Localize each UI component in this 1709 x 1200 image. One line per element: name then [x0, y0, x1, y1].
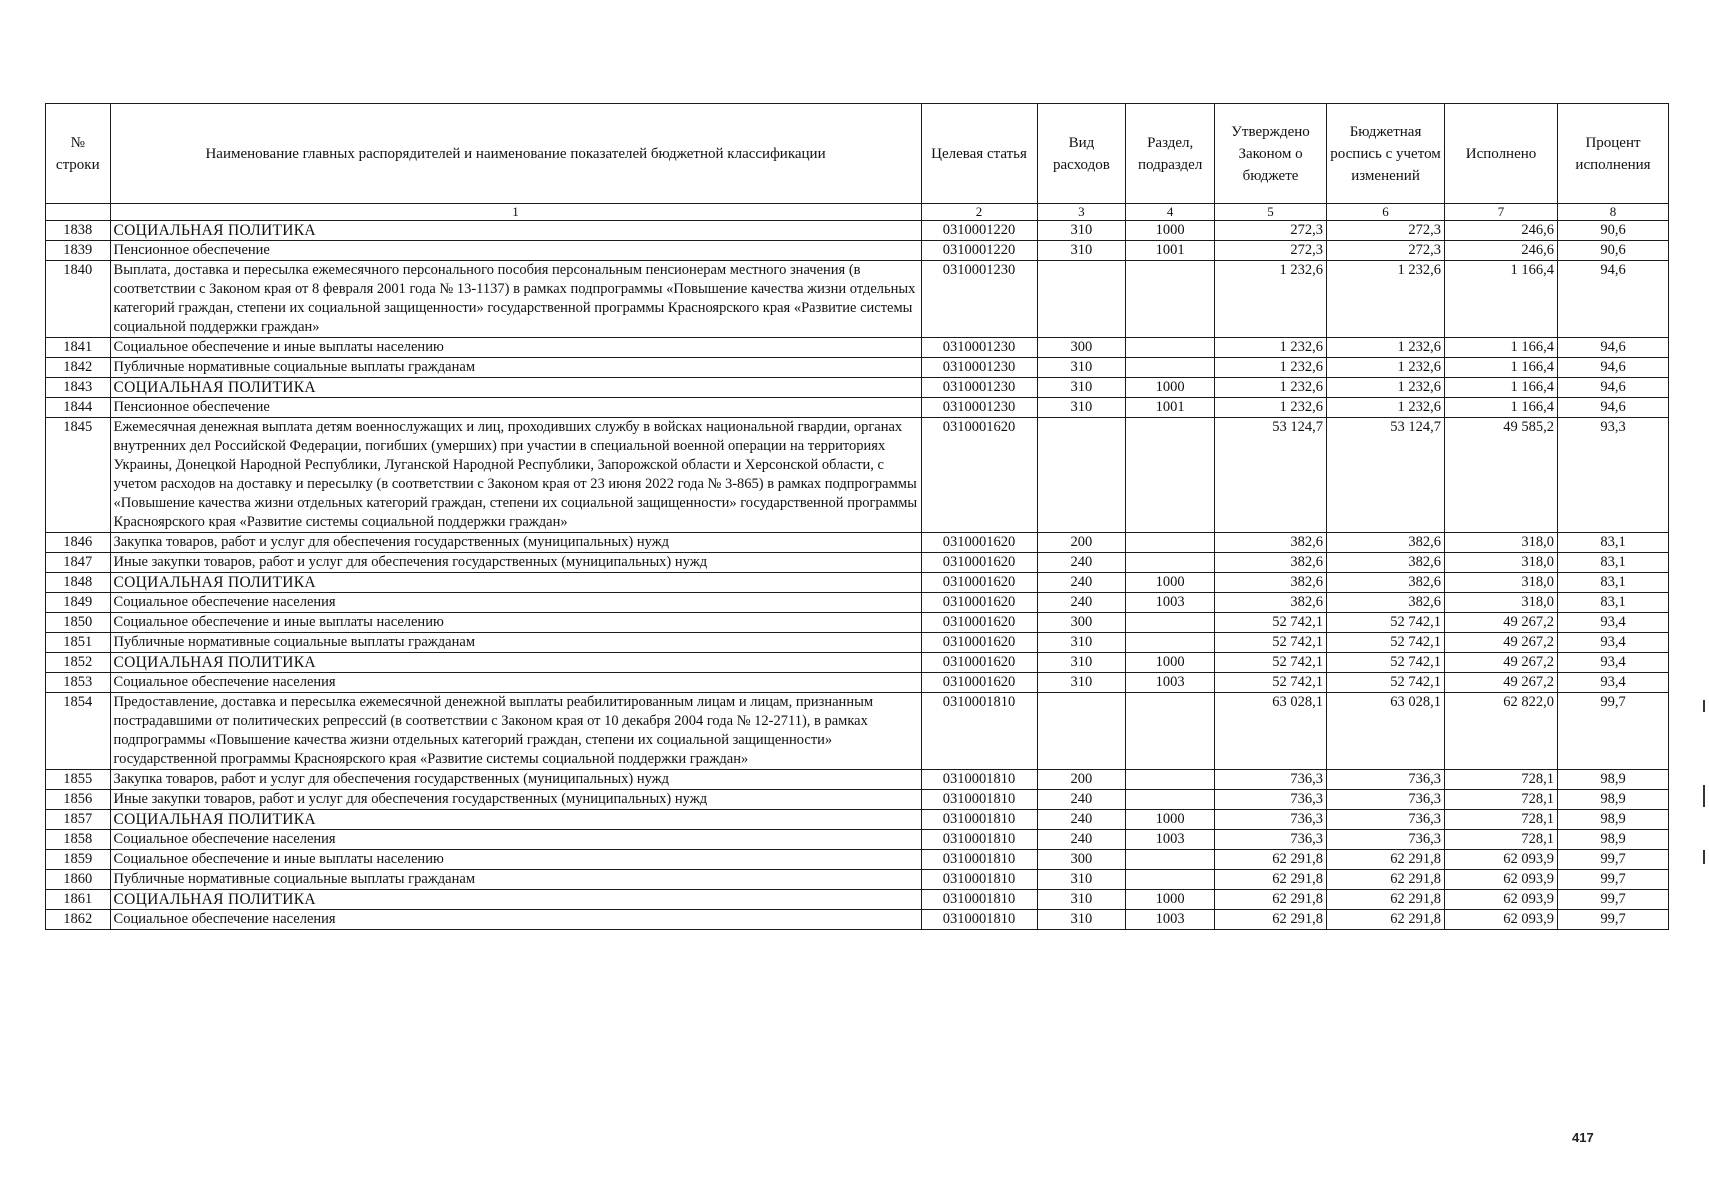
schedule-amount-cell: 62 291,8 — [1327, 890, 1445, 910]
section-cell — [1126, 870, 1215, 890]
row-number-cell: 1859 — [46, 850, 111, 870]
row-name-cell: Социальное обеспечение и иные выплаты населению — [110, 338, 921, 358]
expense-kind-cell: 200 — [1037, 533, 1126, 553]
percent-cell: 93,4 — [1558, 633, 1669, 653]
section-cell — [1126, 261, 1215, 338]
row-name-cell: СОЦИАЛЬНАЯ ПОЛИТИКА — [110, 221, 921, 241]
approved-amount-cell: 736,3 — [1215, 830, 1327, 850]
page-number: 417 — [1572, 1130, 1594, 1145]
approved-amount-cell: 53 124,7 — [1215, 418, 1327, 533]
table-row — [46, 261, 1669, 338]
header-schedule: Бюджетная роспись с учетом изменений — [1327, 104, 1445, 204]
row-number-cell: 1839 — [46, 241, 111, 261]
header-row-number: № строки — [46, 104, 111, 204]
row-name-cell: СОЦИАЛЬНАЯ ПОЛИТИКА — [110, 810, 921, 830]
schedule-amount-cell: 1 232,6 — [1327, 338, 1445, 358]
percent-cell: 93,3 — [1558, 418, 1669, 533]
schedule-amount-cell: 1 232,6 — [1327, 378, 1445, 398]
section-cell: 1003 — [1126, 593, 1215, 613]
row-number-cell: 1843 — [46, 378, 111, 398]
section-cell: 1001 — [1126, 241, 1215, 261]
header-section: Раздел, подраздел — [1126, 104, 1215, 204]
table-row — [46, 338, 1669, 358]
executed-amount-cell: 49 267,2 — [1445, 613, 1558, 633]
row-number-cell: 1847 — [46, 553, 111, 573]
executed-amount-cell: 728,1 — [1445, 810, 1558, 830]
section-cell: 1000 — [1126, 890, 1215, 910]
percent-cell: 99,7 — [1558, 693, 1669, 770]
expense-kind-cell — [1037, 693, 1126, 770]
expense-kind-cell: 300 — [1037, 338, 1126, 358]
approved-amount-cell: 382,6 — [1215, 553, 1327, 573]
section-cell — [1126, 533, 1215, 553]
column-number — [46, 204, 111, 221]
expense-kind-cell: 300 — [1037, 850, 1126, 870]
expense-kind-cell: 310 — [1037, 910, 1126, 930]
approved-amount-cell: 62 291,8 — [1215, 910, 1327, 930]
executed-amount-cell: 246,6 — [1445, 221, 1558, 241]
target-article-cell: 0310001810 — [921, 693, 1037, 770]
target-article-cell: 0310001230 — [921, 261, 1037, 338]
row-number-cell: 1849 — [46, 593, 111, 613]
executed-amount-cell: 1 166,4 — [1445, 398, 1558, 418]
schedule-amount-cell: 62 291,8 — [1327, 870, 1445, 890]
target-article-cell: 0310001620 — [921, 593, 1037, 613]
scan-margin-mark — [1703, 700, 1705, 712]
table-row — [46, 910, 1669, 930]
target-article-cell: 0310001810 — [921, 830, 1037, 850]
row-number-cell: 1861 — [46, 890, 111, 910]
row-name-cell: Социальное обеспечение и иные выплаты населению — [110, 613, 921, 633]
expense-kind-cell: 300 — [1037, 613, 1126, 633]
percent-cell: 83,1 — [1558, 593, 1669, 613]
executed-amount-cell: 1 166,4 — [1445, 378, 1558, 398]
row-name-cell: Иные закупки товаров, работ и услуг для обеспечения государственных (муниципальных) нужд — [110, 553, 921, 573]
table-row — [46, 221, 1669, 241]
table-row — [46, 810, 1669, 830]
approved-amount-cell: 1 232,6 — [1215, 378, 1327, 398]
expense-kind-cell: 310 — [1037, 358, 1126, 378]
target-article-cell: 0310001810 — [921, 890, 1037, 910]
percent-cell: 98,9 — [1558, 770, 1669, 790]
row-number-cell: 1862 — [46, 910, 111, 930]
approved-amount-cell: 1 232,6 — [1215, 358, 1327, 378]
target-article-cell: 0310001620 — [921, 533, 1037, 553]
schedule-amount-cell: 52 742,1 — [1327, 613, 1445, 633]
expense-kind-cell: 310 — [1037, 241, 1126, 261]
header-target-article: Целевая статья — [921, 104, 1037, 204]
approved-amount-cell: 52 742,1 — [1215, 673, 1327, 693]
schedule-amount-cell: 736,3 — [1327, 830, 1445, 850]
table-row — [46, 378, 1669, 398]
approved-amount-cell: 272,3 — [1215, 241, 1327, 261]
percent-cell: 90,6 — [1558, 221, 1669, 241]
row-name-cell: Пенсионное обеспечение — [110, 398, 921, 418]
expense-kind-cell: 310 — [1037, 378, 1126, 398]
executed-amount-cell: 1 166,4 — [1445, 338, 1558, 358]
expense-kind-cell: 310 — [1037, 890, 1126, 910]
target-article-cell: 0310001810 — [921, 770, 1037, 790]
table-row — [46, 613, 1669, 633]
target-article-cell: 0310001810 — [921, 870, 1037, 890]
executed-amount-cell: 62 093,9 — [1445, 910, 1558, 930]
percent-cell: 99,7 — [1558, 850, 1669, 870]
executed-amount-cell: 49 267,2 — [1445, 653, 1558, 673]
schedule-amount-cell: 52 742,1 — [1327, 633, 1445, 653]
expense-kind-cell: 240 — [1037, 790, 1126, 810]
table-row — [46, 358, 1669, 378]
table-row — [46, 573, 1669, 593]
row-name-cell: СОЦИАЛЬНАЯ ПОЛИТИКА — [110, 653, 921, 673]
executed-amount-cell: 318,0 — [1445, 573, 1558, 593]
expense-kind-cell: 240 — [1037, 593, 1126, 613]
budget-table — [45, 103, 1669, 930]
column-number: 8 — [1558, 204, 1669, 221]
target-article-cell: 0310001620 — [921, 613, 1037, 633]
schedule-amount-cell: 62 291,8 — [1327, 910, 1445, 930]
row-number-cell: 1857 — [46, 810, 111, 830]
percent-cell: 83,1 — [1558, 573, 1669, 593]
row-name-cell: Социальное обеспечение и иные выплаты населению — [110, 850, 921, 870]
table-row — [46, 593, 1669, 613]
executed-amount-cell: 1 166,4 — [1445, 261, 1558, 338]
table-row — [46, 790, 1669, 810]
table-row — [46, 241, 1669, 261]
percent-cell: 99,7 — [1558, 890, 1669, 910]
target-article-cell: 0310001220 — [921, 241, 1037, 261]
column-number: 4 — [1126, 204, 1215, 221]
section-cell: 1000 — [1126, 378, 1215, 398]
header-expense-kind: Вид расходов — [1037, 104, 1126, 204]
row-name-cell: Ежемесячная денежная выплата детям военнослужащих и лиц, проходивших службу в войсках национальной гвардии, органах внутренних дел Российской Федерации, погибших (умерших) при участии в специальной военной операции на территориях Украины, Донецкой Народной Республики, Луганской Народной Республики, Запорожской области и Херсонской области, с учетом расходов на доставку и пересылку (в соответствии с Законом края от 23 июня 2022 года № 3-865) в рамках подпрограммы «Повышение качества жизни отдельных категорий граждан, степени их социальной защищенности» государственной программы Красноярского края «Развитие системы социальной поддержки граждан» — [110, 418, 921, 533]
approved-amount-cell: 52 742,1 — [1215, 613, 1327, 633]
column-number: 2 — [921, 204, 1037, 221]
approved-amount-cell: 1 232,6 — [1215, 338, 1327, 358]
column-number: 7 — [1445, 204, 1558, 221]
percent-cell: 93,4 — [1558, 673, 1669, 693]
row-name-cell: Публичные нормативные социальные выплаты гражданам — [110, 358, 921, 378]
section-cell: 1000 — [1126, 810, 1215, 830]
percent-cell: 94,6 — [1558, 358, 1669, 378]
header-approved: Утверждено Законом о бюджете — [1215, 104, 1327, 204]
percent-cell: 94,6 — [1558, 338, 1669, 358]
approved-amount-cell: 736,3 — [1215, 770, 1327, 790]
row-number-cell: 1853 — [46, 673, 111, 693]
expense-kind-cell — [1037, 261, 1126, 338]
percent-cell: 98,9 — [1558, 830, 1669, 850]
section-cell — [1126, 790, 1215, 810]
row-name-cell: Закупка товаров, работ и услуг для обеспечения государственных (муниципальных) нужд — [110, 770, 921, 790]
table-row — [46, 830, 1669, 850]
target-article-cell: 0310001620 — [921, 418, 1037, 533]
column-number: 5 — [1215, 204, 1327, 221]
expense-kind-cell: 310 — [1037, 870, 1126, 890]
table-row — [46, 553, 1669, 573]
expense-kind-cell: 200 — [1037, 770, 1126, 790]
percent-cell: 83,1 — [1558, 553, 1669, 573]
target-article-cell: 0310001810 — [921, 850, 1037, 870]
section-cell — [1126, 633, 1215, 653]
executed-amount-cell: 728,1 — [1445, 830, 1558, 850]
table-row — [46, 890, 1669, 910]
percent-cell: 94,6 — [1558, 261, 1669, 338]
section-cell: 1000 — [1126, 221, 1215, 241]
header-name: Наименование главных распорядителей и наименование показателей бюджетной классификации — [110, 104, 921, 204]
executed-amount-cell: 49 267,2 — [1445, 633, 1558, 653]
executed-amount-cell: 728,1 — [1445, 790, 1558, 810]
percent-cell: 99,7 — [1558, 910, 1669, 930]
approved-amount-cell: 52 742,1 — [1215, 653, 1327, 673]
section-cell: 1000 — [1126, 573, 1215, 593]
column-number: 6 — [1327, 204, 1445, 221]
expense-kind-cell: 310 — [1037, 221, 1126, 241]
expense-kind-cell: 240 — [1037, 573, 1126, 593]
row-name-cell: Выплата, доставка и пересылка ежемесячного персонального пособия персональным пенсионерам местного значения (в соответствии с Законом края от 8 февраля 2001 года № 13-1137) в рамках подпрограммы «Повышение качества жизни отдельных категорий граждан, степени их социальной защищенности» государственной программы Красноярского края «Развитие системы социальной поддержки граждан» — [110, 261, 921, 338]
header-executed: Исполнено — [1445, 104, 1558, 204]
percent-cell: 93,4 — [1558, 613, 1669, 633]
approved-amount-cell: 382,6 — [1215, 573, 1327, 593]
row-name-cell: Публичные нормативные социальные выплаты гражданам — [110, 870, 921, 890]
executed-amount-cell: 1 166,4 — [1445, 358, 1558, 378]
table-row — [46, 653, 1669, 673]
percent-cell: 99,7 — [1558, 870, 1669, 890]
schedule-amount-cell: 736,3 — [1327, 770, 1445, 790]
row-number-cell: 1846 — [46, 533, 111, 553]
expense-kind-cell: 240 — [1037, 810, 1126, 830]
expense-kind-cell — [1037, 418, 1126, 533]
approved-amount-cell: 1 232,6 — [1215, 261, 1327, 338]
executed-amount-cell: 49 267,2 — [1445, 673, 1558, 693]
table-row — [46, 850, 1669, 870]
approved-amount-cell: 382,6 — [1215, 533, 1327, 553]
executed-amount-cell: 62 093,9 — [1445, 890, 1558, 910]
row-name-cell: Социальное обеспечение населения — [110, 673, 921, 693]
target-article-cell: 0310001620 — [921, 633, 1037, 653]
approved-amount-cell: 736,3 — [1215, 810, 1327, 830]
expense-kind-cell: 240 — [1037, 830, 1126, 850]
row-number-cell: 1850 — [46, 613, 111, 633]
header-percent: Процент исполнения — [1558, 104, 1669, 204]
target-article-cell: 0310001810 — [921, 810, 1037, 830]
executed-amount-cell: 49 585,2 — [1445, 418, 1558, 533]
table-row — [46, 633, 1669, 653]
row-name-cell: Предоставление, доставка и пересылка ежемесячной денежной выплаты реабилитированным лицам и лицам, признанным пострадавшими от политических репрессий (в соответствии с Законом края от 10 декабря 2004 года № 12-2711), в рамках подпрограммы «Повышение качества жизни отдельных категорий граждан, степени их социальной защищенности» государственной программы Красноярского края «Развитие системы социальной поддержки граждан» — [110, 693, 921, 770]
scan-margin-mark — [1703, 850, 1705, 864]
approved-amount-cell: 63 028,1 — [1215, 693, 1327, 770]
header-row — [46, 104, 1669, 204]
column-number-row — [46, 204, 1669, 221]
section-cell — [1126, 338, 1215, 358]
table-row — [46, 870, 1669, 890]
schedule-amount-cell: 53 124,7 — [1327, 418, 1445, 533]
schedule-amount-cell: 272,3 — [1327, 241, 1445, 261]
section-cell — [1126, 693, 1215, 770]
executed-amount-cell: 62 822,0 — [1445, 693, 1558, 770]
row-number-cell: 1854 — [46, 693, 111, 770]
row-number-cell: 1838 — [46, 221, 111, 241]
schedule-amount-cell: 1 232,6 — [1327, 398, 1445, 418]
section-cell — [1126, 418, 1215, 533]
section-cell — [1126, 770, 1215, 790]
target-article-cell: 0310001220 — [921, 221, 1037, 241]
row-name-cell: СОЦИАЛЬНАЯ ПОЛИТИКА — [110, 573, 921, 593]
approved-amount-cell: 62 291,8 — [1215, 850, 1327, 870]
target-article-cell: 0310001620 — [921, 573, 1037, 593]
row-name-cell: Публичные нормативные социальные выплаты гражданам — [110, 633, 921, 653]
row-number-cell: 1852 — [46, 653, 111, 673]
schedule-amount-cell: 63 028,1 — [1327, 693, 1445, 770]
row-number-cell: 1858 — [46, 830, 111, 850]
table-row — [46, 770, 1669, 790]
row-number-cell: 1844 — [46, 398, 111, 418]
row-name-cell: Социальное обеспечение населения — [110, 593, 921, 613]
expense-kind-cell: 310 — [1037, 398, 1126, 418]
expense-kind-cell: 310 — [1037, 673, 1126, 693]
approved-amount-cell: 272,3 — [1215, 221, 1327, 241]
approved-amount-cell: 382,6 — [1215, 593, 1327, 613]
percent-cell: 94,6 — [1558, 378, 1669, 398]
row-name-cell: СОЦИАЛЬНАЯ ПОЛИТИКА — [110, 378, 921, 398]
schedule-amount-cell: 1 232,6 — [1327, 358, 1445, 378]
schedule-amount-cell: 382,6 — [1327, 573, 1445, 593]
section-cell: 1000 — [1126, 653, 1215, 673]
schedule-amount-cell: 382,6 — [1327, 593, 1445, 613]
percent-cell: 90,6 — [1558, 241, 1669, 261]
row-name-cell: СОЦИАЛЬНАЯ ПОЛИТИКА — [110, 890, 921, 910]
row-name-cell: Пенсионное обеспечение — [110, 241, 921, 261]
executed-amount-cell: 318,0 — [1445, 533, 1558, 553]
target-article-cell: 0310001230 — [921, 358, 1037, 378]
table-body — [46, 221, 1669, 930]
row-number-cell: 1842 — [46, 358, 111, 378]
executed-amount-cell: 246,6 — [1445, 241, 1558, 261]
table-row — [46, 398, 1669, 418]
target-article-cell: 0310001620 — [921, 653, 1037, 673]
section-cell: 1003 — [1126, 830, 1215, 850]
row-number-cell: 1845 — [46, 418, 111, 533]
schedule-amount-cell: 272,3 — [1327, 221, 1445, 241]
section-cell — [1126, 850, 1215, 870]
approved-amount-cell: 736,3 — [1215, 790, 1327, 810]
section-cell — [1126, 613, 1215, 633]
row-number-cell: 1840 — [46, 261, 111, 338]
table-row — [46, 418, 1669, 533]
target-article-cell: 0310001230 — [921, 338, 1037, 358]
percent-cell: 94,6 — [1558, 398, 1669, 418]
column-number: 1 — [110, 204, 921, 221]
scan-margin-mark — [1703, 785, 1705, 807]
schedule-amount-cell: 382,6 — [1327, 553, 1445, 573]
target-article-cell: 0310001620 — [921, 553, 1037, 573]
row-number-cell: 1856 — [46, 790, 111, 810]
executed-amount-cell: 318,0 — [1445, 553, 1558, 573]
row-number-cell: 1860 — [46, 870, 111, 890]
table-row — [46, 693, 1669, 770]
expense-kind-cell: 310 — [1037, 633, 1126, 653]
table-row — [46, 673, 1669, 693]
target-article-cell: 0310001230 — [921, 398, 1037, 418]
executed-amount-cell: 318,0 — [1445, 593, 1558, 613]
expense-kind-cell: 310 — [1037, 653, 1126, 673]
row-name-cell: Социальное обеспечение населения — [110, 830, 921, 850]
schedule-amount-cell: 52 742,1 — [1327, 673, 1445, 693]
expense-kind-cell: 240 — [1037, 553, 1126, 573]
section-cell — [1126, 553, 1215, 573]
row-number-cell: 1855 — [46, 770, 111, 790]
section-cell — [1126, 358, 1215, 378]
target-article-cell: 0310001230 — [921, 378, 1037, 398]
row-name-cell: Социальное обеспечение населения — [110, 910, 921, 930]
schedule-amount-cell: 736,3 — [1327, 810, 1445, 830]
table-row — [46, 533, 1669, 553]
executed-amount-cell: 728,1 — [1445, 770, 1558, 790]
target-article-cell: 0310001810 — [921, 910, 1037, 930]
section-cell: 1001 — [1126, 398, 1215, 418]
schedule-amount-cell: 1 232,6 — [1327, 261, 1445, 338]
percent-cell: 93,4 — [1558, 653, 1669, 673]
percent-cell: 98,9 — [1558, 790, 1669, 810]
row-name-cell: Закупка товаров, работ и услуг для обеспечения государственных (муниципальных) нужд — [110, 533, 921, 553]
percent-cell: 83,1 — [1558, 533, 1669, 553]
executed-amount-cell: 62 093,9 — [1445, 850, 1558, 870]
row-name-cell: Иные закупки товаров, работ и услуг для обеспечения государственных (муниципальных) нужд — [110, 790, 921, 810]
schedule-amount-cell: 62 291,8 — [1327, 850, 1445, 870]
approved-amount-cell: 62 291,8 — [1215, 870, 1327, 890]
row-number-cell: 1841 — [46, 338, 111, 358]
column-number: 3 — [1037, 204, 1126, 221]
target-article-cell: 0310001810 — [921, 790, 1037, 810]
section-cell: 1003 — [1126, 910, 1215, 930]
section-cell: 1003 — [1126, 673, 1215, 693]
schedule-amount-cell: 382,6 — [1327, 533, 1445, 553]
row-number-cell: 1851 — [46, 633, 111, 653]
approved-amount-cell: 52 742,1 — [1215, 633, 1327, 653]
schedule-amount-cell: 736,3 — [1327, 790, 1445, 810]
executed-amount-cell: 62 093,9 — [1445, 870, 1558, 890]
target-article-cell: 0310001620 — [921, 673, 1037, 693]
approved-amount-cell: 1 232,6 — [1215, 398, 1327, 418]
percent-cell: 98,9 — [1558, 810, 1669, 830]
schedule-amount-cell: 52 742,1 — [1327, 653, 1445, 673]
row-number-cell: 1848 — [46, 573, 111, 593]
approved-amount-cell: 62 291,8 — [1215, 890, 1327, 910]
